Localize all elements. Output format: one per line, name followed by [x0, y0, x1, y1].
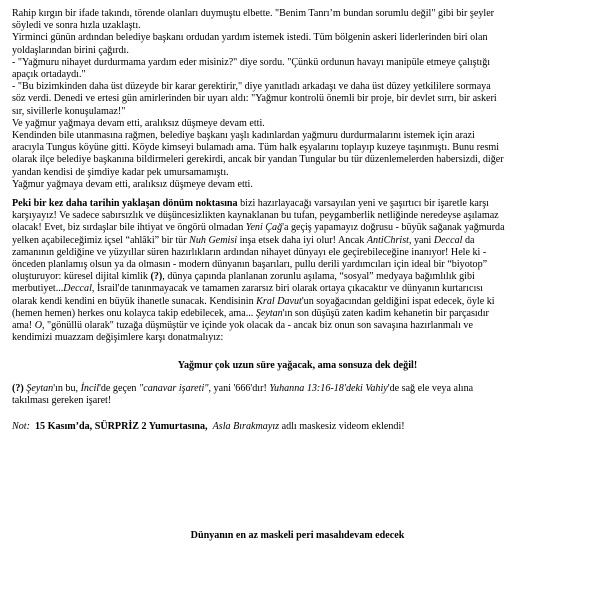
italic-term: Kral Davut	[256, 295, 302, 307]
text-run: , dünya çapında planlanan zorunlu aşılama, “sosyal” medyaya bağımlılık gibi	[162, 271, 475, 283]
text-line: - "Yağmuru nihayet durdurmama yardım eder misiniz?" diye sordu. "Çünkü ordunun havayı manipüle etmeye çalıştığı	[12, 56, 491, 68]
text-line	[12, 283, 583, 295]
text-line: apaçık ortadaydı."	[12, 69, 86, 81]
text-run: 'a geçiş yapamayız doğrusu - büyük sağanak yağmurda	[282, 222, 505, 234]
text-run: 'ın bu,	[53, 382, 81, 394]
text-run: 'de sağ ele veya alına	[387, 382, 474, 394]
text-line	[12, 296, 583, 308]
text-run: dır!	[252, 382, 270, 394]
text-line: Kendinden bile utanmasına rağmen, belediye başkanı yaşlı kadınlardan yağmuru durdurmalarını istemek için arazi	[12, 130, 475, 142]
text-line: Rahip kırgın bir ifade takındı, törende olanları duymuştu elbette. "Benim Tanrı’m bundan sorumlu değil" gibi bir şeyler	[12, 8, 495, 19]
italic-term: Şeytan	[26, 382, 54, 394]
bold-lead: Peki bir kez daha tarihin yaklaşan dönüm noktasına	[12, 198, 238, 210]
text-line: zamanının geldiğine ve yüzyıllar süren hazırlıkların ardından nihayet dünyayı ele geçirebileceğine inanıyor! Hele ki -	[12, 246, 487, 258]
text-line	[12, 222, 583, 234]
text-line: Ve yağmur yağmaya devam etti, aralıksız düşmeye devam etti.	[12, 117, 265, 129]
note-line	[12, 421, 583, 433]
text-run: , İsrail'de tanınmayacak ve tamamen zararsız biri olarak ortaya çıkacaktır ve dünyanın kurtarıcısı	[91, 283, 483, 295]
text-run: inşa etsek daha iyi olur! Ancak	[237, 234, 367, 246]
text-run: , "gönüllü olarak" tuzağa düşmüştür ve içinde yok olacak da - ancak biz onun son savaşına hazırlanmalı ve	[42, 320, 473, 332]
text-line: takılması gereken işaret!	[12, 394, 112, 406]
italic-term: Yuhanna 13:16-18'deki Vahiy	[269, 382, 388, 394]
text-line	[12, 383, 583, 395]
text-run: olacak! Evet, biz sırdaşlar bile ihtiyat ve öngörü olmadan	[12, 222, 246, 234]
text-line: olarak ilçe belediye başkanına bildirmeleri gerekirdi, ancak bir yandan Tungular bu tür düzenlemelerden habersizdi, diğer	[12, 154, 504, 166]
text-run: (hemen hemen) herkes onu kolayca takip edebilecek, ama...	[12, 307, 256, 319]
note-label: Not:	[12, 421, 30, 433]
closing-line: Dünyanın en az maskeli peri masalıdevam edecek	[190, 530, 405, 541]
italic-term: Nuh Gemisi	[189, 234, 238, 246]
text-line: aracıyla Tungus köyüne gitti. Köyde kimseyi bulamadı ama. Tüm halk eşyalarını toplayıp kuzeye taşınmıştı. Bunu resmi	[12, 142, 500, 154]
video-title-link[interactable]: Asla Bırakmayız	[212, 421, 280, 433]
italic-term: Yeni Çağ	[245, 222, 283, 234]
text-line	[12, 320, 583, 332]
text-run: , yani	[408, 234, 434, 246]
text-run: yelken açabileceğimiz içsel “ahlâki” bir tür	[12, 234, 190, 246]
text-line	[12, 235, 583, 247]
text-run: ama!	[12, 320, 35, 332]
text-line: kendimizi muazzam değişimlere karşı donatmalıyız:	[12, 332, 224, 344]
italic-term: AntiChrist	[366, 234, 409, 246]
text-line	[12, 198, 583, 210]
text-run: oluşturuyor: küresel dijital kimlik	[12, 271, 151, 283]
text-line: karşıyayız! Ve sadece sabırsızlık ve düşüncesizlikten kaynaklanan bu tufan, peygamberlik netliğinde neredeyse aşılamaz	[12, 210, 499, 222]
text-line: söyledi ve sonra hızla uzaklaştı.	[12, 20, 141, 32]
paragraph-story	[12, 8, 583, 191]
text-line: Yirminci günün ardından belediye başkanı ordudan yardım istemek istedi. Tüm bölgenin askeri liderlerinden biri olan	[12, 32, 488, 44]
paragraph-prophecy	[12, 198, 583, 344]
text-run: merbutiyet...	[12, 283, 64, 295]
text-line: Yağmur yağmaya devam etti, aralıksız düşmeye devam etti.	[12, 178, 253, 190]
text-run: 'un soyağacından geldiğini ispat edecek, öyle ki	[301, 295, 495, 307]
text-run: 'de geçen	[99, 382, 139, 394]
italic-term: O	[34, 320, 42, 332]
italic-term: "canavar işareti"	[139, 382, 209, 394]
text-line	[12, 308, 583, 320]
text-line: - "Bu bizimkinden daha üst düzeyde bir karar gerektirir," diye yanıtladı arkadaşı ve daha üst düzey yetkililere sormaya	[12, 81, 491, 93]
note-date: 15 Kasım’da, SÜRPRİZ 2 Yumurtasına,	[35, 421, 208, 433]
italic-term: İncil	[80, 382, 100, 394]
text-line: yandan kendisi de şimdiye kadar pek umursamamıştı.	[12, 166, 229, 178]
footnote-mark: (?)	[12, 382, 24, 394]
headline: Yağmur çok uzun süre yağacak, ama sonsuza dek değil!	[177, 360, 418, 372]
text-run: , yani	[208, 382, 234, 394]
text-line: yoldaşlarından birini çağırdı.	[12, 44, 129, 56]
text-run: da	[462, 234, 475, 246]
text-run: '666'	[233, 382, 253, 394]
italic-term: Deccal	[63, 283, 92, 295]
text-line: önceden planlamış olsun ya da olmasın - modern dünyanın başarıları, pullu derili yardımcıları için ideal bir “biyotop”	[12, 259, 488, 271]
text-run: olarak kendi kendini en büyük ihanetle sunacak. Kendisinin	[12, 295, 257, 307]
text-line	[12, 271, 583, 283]
text-run: bizi hazırlayacağı varsayılan yeni ve şaşırtıcı bir işaretle karşı	[237, 198, 489, 210]
text-line: söz verdi. Denedi ve ertesi gün amirlerinden bir uyarı aldı: "Yağmur kontrolü önemli bir proje, bir devlet sırrı, bir askeri	[12, 93, 497, 105]
italic-term: Deccal	[433, 234, 463, 246]
text-run: adlı maskesiz videom eklendi!	[279, 421, 405, 433]
text-run: 'ın son düşüşü zaten kadim kehanetin bir parçasıdır	[282, 307, 489, 319]
footnote-ref: (?)	[150, 271, 163, 283]
italic-term: Şeytan	[255, 307, 283, 319]
footnote	[12, 383, 583, 407]
text-line: sır, sivillerle konuşulamaz!"	[12, 105, 126, 117]
